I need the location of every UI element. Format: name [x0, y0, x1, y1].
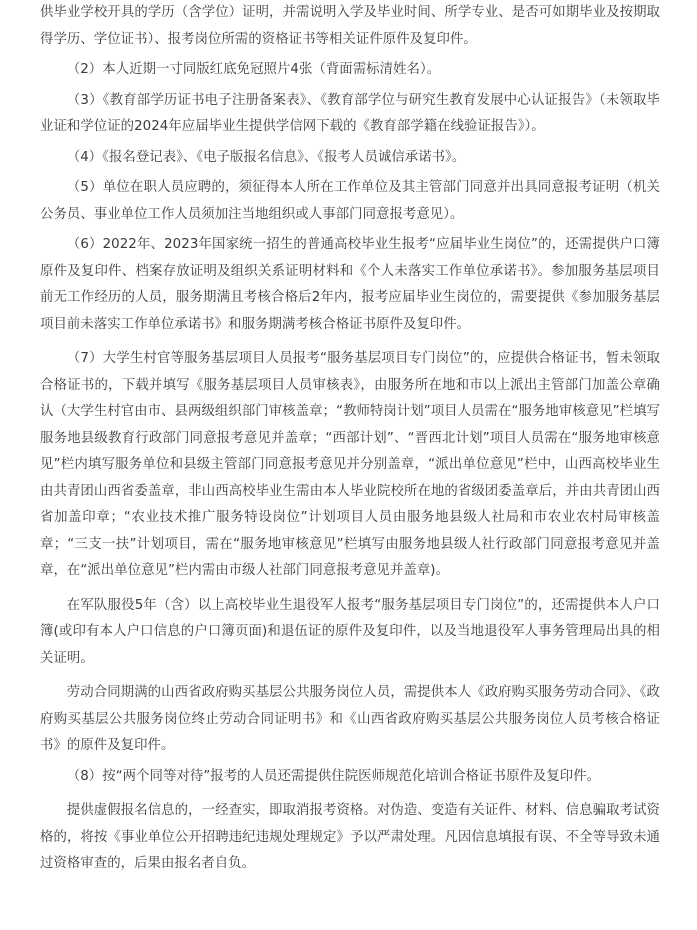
- paragraph-item-2: （2）本人近期一寸同版红底免冠照片4张（背面需标清姓名）。: [66, 62, 441, 77]
- paragraph-item-6: （6）2022年、2023年国家统一招生的普通高校毕业生报考“应届毕业生岗位”的，还需提供户口簿原件及复印件、档案存放证明及组织关系证明材料和《个人未落实工作单位承诺书》。参加服务基层项目前无工作经历的人员，服务期满且考核合格后2年内，报考应届毕业生岗位的，需要提供《参加服务基层项目前未落实工作单位承诺书》和服务期满考核合格证书原件及复印件。: [40, 237, 660, 332]
- paragraph-item-4: （4）《报名登记表》、《电子版报名信息》、《报考人员诚信承诺书》。: [66, 149, 466, 165]
- paragraph-veterans: 在军队服役5年（含）以上高校毕业生退役军人报考“服务基层项目专门岗位”的，还需提供本人户口簿(或印有本人户口信息的户口簿页面)和退伍证的原件及复印件，以及当地退役军人事务管理局出具的相关证明。: [40, 597, 660, 666]
- paragraph-continuation: 供毕业学校开具的学历（含学位）证明，并需说明入学及毕业时间、所学专业、是否可如期毕业及按期取得学历、学位证书）、报考岗位所需的资格证书等相关证件原件及复印件。: [40, 5, 660, 47]
- paragraph-item-5: （5）单位在职人员应聘的，须征得本人所在工作单位及其主管部门同意并出具同意报考证明（机关公务员、事业单位工作人员须加注当地组织或人事部门同意报考意见）。: [40, 180, 660, 222]
- paragraph-item-3: （3）《教育部学历证书电子注册备案表》、《教育部学位与研究生教育发展中心认证报告》（未领取毕业证和学位证的2024年应届毕业生提供学信网下载的《教育部学籍在线验证报告》）。: [40, 92, 660, 134]
- paragraph-item-7: （7）大学生村官等服务基层项目人员报考“服务基层项目专门岗位”的，应提供合格证书，暂未领取合格证书的，下载并填写《服务基层项目人员审核表》，由服务所在地和市以上派出主管部门加盖公章确认（大学生村官由市、县两级组织部门审核盖章；“教师特岗计划”项目人员需在“服务地审核意见”栏填写服务地县级教育行政部门同意报考意见并盖章；“西部计划”、“晋西北计划”项目人员需在“服务地审核意见”栏内填写服务单位和县级主管部门同意报考意见并分别盖章，“派出单位意见”栏中，山西高校毕业生由共青团山西省委盖章，非山西高校毕业生需由本人毕业院校所在地的省级团委盖章后，并由共青团山西省加盖印章；“农业技术推广服务特设岗位”计划项目人员由服务地县级人社局和市农业农村局审核盖章；“三支一扶”计划项目，需在“服务地审核意见”栏填写由服务地县级人社行政部门同意报考意见并盖章，在“派出单位意见”栏内需由市级人社部门同意报考意见并盖章)。: [40, 351, 660, 578]
- paragraph-labor-contract: 劳动合同期满的山西省政府购买基层公共服务岗位人员，需提供本人《政府购买服务劳动合同》、《政府购买基层公共服务岗位终止劳动合同证明书》和《山西省政府购买基层公共服务岗位人员考核合格证书》的原件及复印件。: [40, 685, 660, 753]
- paragraph-item-8: （8）按“两个同等对待”报考的人员还需提供住院医师规范化培训合格证书原件及复印件。: [66, 768, 601, 784]
- document-body: [40, 0, 660, 878]
- paragraph-false-info: 提供虚假报名信息的，一经查实，即取消报考资格。对伪造、变造有关证件、材料、信息骗取考试资格的，将按《事业单位公开招聘违纪违规处理规定》予以严肃处理。凡因信息填报有误、不全等导致未通过资格审查的，后果由报名者自负。: [40, 803, 660, 871]
